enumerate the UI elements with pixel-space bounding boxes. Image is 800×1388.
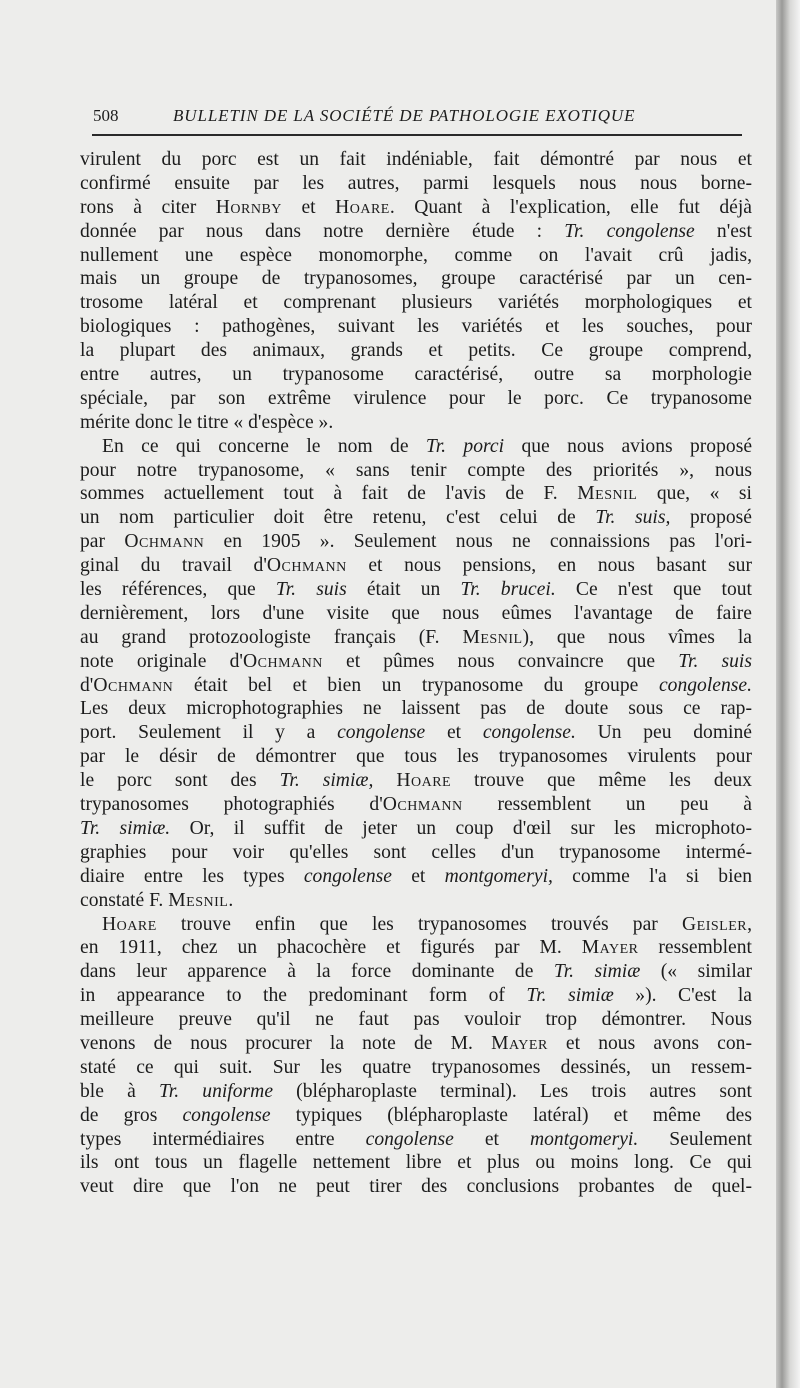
text-line: trosome latéral et comprenant plusieurs variétés morphologiques et: [80, 292, 752, 314]
text-line: Les deux microphotographies ne laissent pas de doute sous ce rap-: [80, 698, 752, 720]
text-line: mérite donc le titre « d'espèce ».: [80, 411, 334, 433]
running-title: BULLETIN DE LA SOCIÉTÉ DE PATHOLOGIE EXOTIQUE: [173, 106, 636, 125]
paragraph-start-line: En ce qui concerne le nom de Tr. porci que nous avions proposé: [102, 435, 753, 457]
page-header: [93, 106, 743, 130]
text-line: le porc sont des Tr. simiæ, Hoare trouve que même les deux: [80, 770, 752, 792]
body-text: [80, 148, 752, 1199]
text-line: ble à Tr. uniforme (blépharoplaste terminal). Les trois autres sont: [80, 1080, 753, 1102]
text-line: trypanosomes photographiés d'Ochmann ressemblent un peu à: [80, 794, 752, 816]
text-line: rons à citer Hornby et Hoare. Quant à l'explication, elle fut déjà: [80, 196, 752, 218]
header-rule: [92, 134, 742, 136]
text-line: par le désir de démontrer que tous les trypanosomes virulents pour: [80, 746, 752, 768]
text-line: les références, que Tr. suis était un Tr. brucei. Ce n'est que tout: [80, 579, 752, 601]
text-line: d'Ochmann était bel et bien un trypanosome du groupe congolense.: [80, 674, 752, 696]
paragraph-start-line: Hoare trouve enfin que les trypanosomes trouvés par Geisler,: [102, 913, 752, 935]
text-line: diaire entre les types congolense et montgomeryi, comme l'a si bien: [80, 865, 753, 887]
text-line: graphies pour voir qu'elles sont celles d'un trypanosome intermé-: [80, 841, 752, 863]
text-line: pour notre trypanosome, « sans tenir compte des priorités », nous: [80, 459, 752, 481]
text-line: un nom particulier doit être retenu, c'est celui de Tr. suis, proposé: [80, 507, 752, 529]
text-line: confirmé ensuite par les autres, parmi lesquels nous nous borne-: [80, 172, 752, 194]
text-line: nullement une espèce monomorphe, comme on l'avait crû jadis,: [80, 244, 752, 266]
text-line: dernièrement, lors d'une visite que nous eûmes l'avantage de faire: [80, 602, 752, 624]
text-line: mais un groupe de trypanosomes, groupe caractérisé par un cen-: [80, 268, 752, 290]
text-line: staté ce qui suit. Sur les quatre trypanosomes dessinés, un ressem-: [80, 1056, 752, 1078]
text-line: port. Seulement il y a congolense et congolense. Un peu dominé: [80, 722, 752, 744]
text-line: constaté F. Mesnil.: [80, 889, 234, 911]
text-line: note originale d'Ochmann et pûmes nous convaincre que Tr. suis: [80, 650, 752, 672]
text-line: ils ont tous un flagelle nettement libre et plus ou moins long. Ce qui: [80, 1152, 752, 1174]
text-line: dans leur apparence à la force dominante de Tr. simiæ (« similar: [80, 961, 752, 983]
text-line: donnée par nous dans notre dernière étude : Tr. congolense n'est: [80, 220, 752, 242]
text-line: en 1911, chez un phacochère et figurés par M. Mayer ressemblent: [80, 937, 752, 959]
text-line: meilleure preuve qu'il ne faut pas vouloir trop démontrer. Nous: [80, 1009, 752, 1031]
text-line: Tr. simiæ. Or, il suffit de jeter un coup d'œil sur les microphoto-: [80, 817, 752, 839]
text-line: spéciale, par son extrême virulence pour le porc. Ce trypanosome: [80, 387, 752, 409]
text-line: de gros congolense typiques (blépharoplaste latéral) et même des: [80, 1104, 752, 1126]
text-line: sommes actuellement tout à fait de l'avis de F. Mesnil que, « si: [80, 483, 752, 505]
text-line: venons de nous procurer la note de M. Mayer et nous avons con-: [80, 1032, 752, 1054]
text-line: ginal du travail d'Ochmann et nous pensions, en nous basant sur: [80, 555, 752, 577]
text-line: la plupart des animaux, grands et petits. Ce groupe comprend,: [80, 340, 752, 362]
text-line: entre autres, un trypanosome caractérisé, outre sa morphologie: [80, 364, 752, 386]
text-line: veut dire que l'on ne peut tirer des conclusions probantes de quel-: [80, 1176, 752, 1198]
text-line: par Ochmann en 1905 ». Seulement nous ne connaissions pas l'ori-: [80, 531, 752, 553]
text-line: types intermédiaires entre congolense et montgomeryi. Seulement: [80, 1128, 752, 1150]
text-line: biologiques : pathogènes, suivant les variétés et les souches, pour: [80, 316, 752, 338]
page-number: 508: [93, 106, 119, 125]
page-edge-shadow: [776, 0, 800, 1388]
text-line: au grand protozoologiste français (F. Mesnil), que nous vîmes la: [80, 626, 752, 648]
text-line: virulent du porc est un fait indéniable, fait démontré par nous et: [80, 149, 752, 170]
text-line: in appearance to the predominant form of Tr. simiæ »). C'est la: [80, 985, 752, 1007]
